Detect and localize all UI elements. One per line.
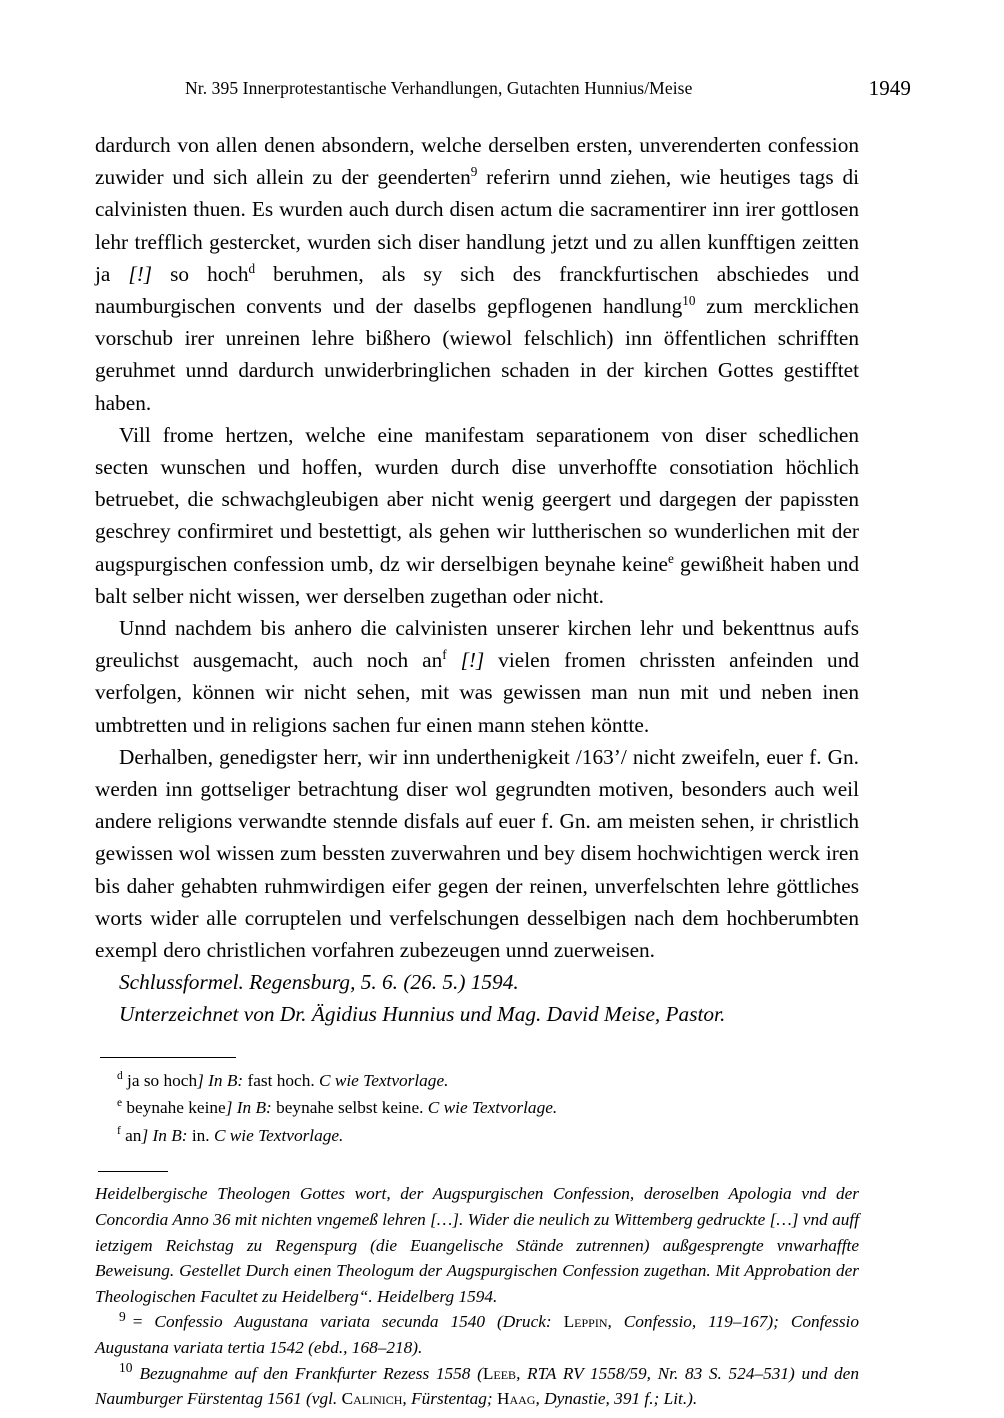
para-4 bbox=[95, 741, 859, 966]
text-run: beynahe keine bbox=[122, 1098, 226, 1118]
footnote-separator-rule bbox=[98, 1171, 168, 1172]
note-marker: d bbox=[117, 1069, 123, 1082]
italic-run: Bezugnahme auf den Frankfurter Rezess 1558 ( bbox=[139, 1363, 483, 1383]
body-paragraphs bbox=[95, 129, 859, 966]
running-head-title: Nr. 395 Innerprotestantische Verhandlungen, Gutachten Hunnius/Meise bbox=[185, 78, 693, 98]
apparatus-notes bbox=[95, 1067, 859, 1150]
apparatus-separator-rule bbox=[100, 1057, 236, 1058]
italic-run: In B: bbox=[152, 1125, 188, 1145]
para-2 bbox=[95, 419, 859, 612]
note-marker: 10 bbox=[682, 292, 696, 308]
small-caps-name: Leeb bbox=[482, 1363, 517, 1383]
italic-run: In B: bbox=[236, 1098, 272, 1118]
italic-run: Heidelbergische Theologen Gottes wort, der Augspurgischen Confession, deroselben Apologia vnd der Concordia Anno 36 mit nichten vngemeß lehren […]. Wider die neulich zu Wittemberg gedruckte […] vnd auff ietzigem Reichstag zu Regenspurg (die Euangelische Stände zutrennen) außgesprengte vnwarhaffte Beweisung. Gestellet Durch einen Theologum der Augspurgischen Confession zugethan. Mit Approbation der Theologischen Facultet zu Heidelberg“. Heidelberg 1594. bbox=[95, 1184, 859, 1306]
footnote-number: 9 bbox=[119, 1308, 126, 1324]
footnote-number: 10 bbox=[119, 1359, 133, 1375]
text-run: Vill frome hertzen, welche eine manifestam separationem von diser schedlichen secten wunschen und hoffen, wurden durch dise unverhoffte consotiation höchlich betruebet, die schwachgleubigen aber nicht wenig geergert und dargegen der papissten geschrey confirmiret und bestettigt, als gehen wir luttherischen so wunderlichen mit der augspurgischen confession umb, dz wir derselbigen beynahe keine bbox=[95, 422, 859, 576]
italic-run: In B: bbox=[208, 1070, 244, 1090]
small-caps-name: Calinich bbox=[341, 1389, 403, 1409]
note-marker: e bbox=[667, 550, 674, 566]
text-run: so hoch bbox=[152, 261, 249, 286]
varnote-e bbox=[95, 1094, 859, 1122]
italic-run: , RTA RV 1558/59, Nr. 83 S. 524–531) und den Naumburger Fürstentag 1561 (vgl. bbox=[95, 1363, 859, 1409]
closing-lines bbox=[95, 966, 859, 1030]
footnote-9 bbox=[95, 1309, 859, 1360]
italic-run: [!] bbox=[128, 261, 153, 286]
body-text bbox=[95, 129, 859, 1031]
note-marker: e bbox=[117, 1097, 123, 1110]
text-run: beynahe selbst keine. bbox=[271, 1098, 428, 1118]
italic-run: Confessio Augustana variata secunda 1540 (Druck: bbox=[142, 1312, 564, 1332]
text-run: beruhmen, als sy sich des franckfurtischen abschiedes und naumburgischen convents und der daselbs gepflogenen handlung bbox=[95, 261, 859, 319]
text-run: ja so hoch bbox=[122, 1070, 198, 1090]
italic-run: ] bbox=[197, 1070, 209, 1090]
para-1 bbox=[95, 129, 859, 419]
note-marker: f bbox=[442, 647, 447, 663]
italic-run: , Confessio, 119–167); Confessio Augustana variata tertia 1542 (ebd., 168–218). bbox=[95, 1312, 859, 1358]
text-run: in. bbox=[187, 1125, 214, 1145]
closing-line-1: Schlussformel. Regensburg, 5. 6. (26. 5.) 1594. bbox=[119, 970, 519, 995]
note-marker: f bbox=[117, 1125, 121, 1138]
para-3 bbox=[95, 612, 859, 741]
text-run: an bbox=[120, 1125, 142, 1145]
text-run bbox=[447, 648, 461, 672]
varnote-f bbox=[95, 1122, 859, 1150]
italic-run: [!] bbox=[460, 648, 485, 673]
small-caps-name: Leppin bbox=[563, 1312, 608, 1332]
italic-run: C wie Textvorlage. bbox=[319, 1070, 449, 1090]
text-run: fast hoch. bbox=[243, 1070, 319, 1090]
roman-run: = bbox=[132, 1312, 143, 1332]
footnote-list bbox=[95, 1181, 859, 1411]
note-marker: d bbox=[248, 260, 256, 276]
text-run: referirn unnd ziehen, wie heutiges tags di calvinisten thuen. Es wurden auch durch disen actum die sacramentirer inn irer gottlosen lehr trefflich gestercket, wurden sich diser handlung jetzt und zu allen kunfftigen zeitten ja bbox=[95, 165, 860, 286]
note-marker: 9 bbox=[470, 164, 478, 180]
italic-run: ] bbox=[225, 1098, 237, 1118]
small-caps-name: Haag bbox=[496, 1389, 536, 1409]
page-number: 1949 bbox=[868, 76, 911, 100]
text-run: dardurch von allen denen absondern, welche derselben ersten, unverenderten confession zuwider und sich allein zu der geenderten bbox=[95, 133, 859, 190]
italic-run: , Dynastie, 391 f.; Lit.). bbox=[535, 1389, 698, 1409]
text-run: gewißheit haben und balt selber nicht wissen, wer derselben zugethan oder nicht. bbox=[95, 551, 859, 608]
italic-run: , Fürstentag; bbox=[402, 1389, 497, 1409]
italic-run: C wie Textvorlage. bbox=[427, 1098, 558, 1118]
text-run: Derhalben, genedigster herr, wir inn underthenigkeit /163’/ nicht zweifeln, euer f. Gn. werden inn gottseliger betrachtung diser wol gegrundten motiven, besonders auch weil andere religions verwandte stennde disfals auf euer f. Gn. am meisten sehen, ir christlich gewissen wol wissen zum bessten zuverwahren und bey disem hochwichtigen werck iren bis daher gehabten ruhmwirdigen eifer gegen der reinen, unverfelschten lehre göttliches worts wider alle corruptelen und verfelschungen desselbigen nach dem hochberumbten exempl dero christlichen vorfahren zubezeugen unnd zuerweisen. bbox=[95, 744, 859, 963]
text-run: zum mercklichen vorschub irer unreinen lehre bißhero (wiewol felschlich) inn öffentlichen schrifften geruhmet unnd dardurch unwiderbringlichen schaden in der kirchen Gottes gestifftet haben. bbox=[95, 294, 859, 415]
text-run: Unnd nachdem bis anhero die calvinisten unserer kirchen lehr und bekenttnus aufs greulichst ausgemacht, auch noch an bbox=[95, 616, 859, 673]
closing-line-2: Unterzeichnet von Dr. Ägidius Hunnius und Mag. David Meise, Pastor. bbox=[119, 1002, 726, 1027]
running-head bbox=[95, 76, 911, 112]
italic-run: ] bbox=[141, 1125, 153, 1145]
italic-run: C wie Textvorlage. bbox=[213, 1125, 344, 1145]
varnote-d bbox=[95, 1067, 859, 1095]
footnote-8-continuation bbox=[95, 1181, 859, 1309]
footnote-10 bbox=[95, 1361, 859, 1412]
text-run: vielen fromen chrissten anfeinden und verfolgen, können wir nicht sehen, mit was gewissen man nun mit und neben inen umbtretten und in religions sachen fur einen mann stehen köntte. bbox=[95, 648, 860, 737]
